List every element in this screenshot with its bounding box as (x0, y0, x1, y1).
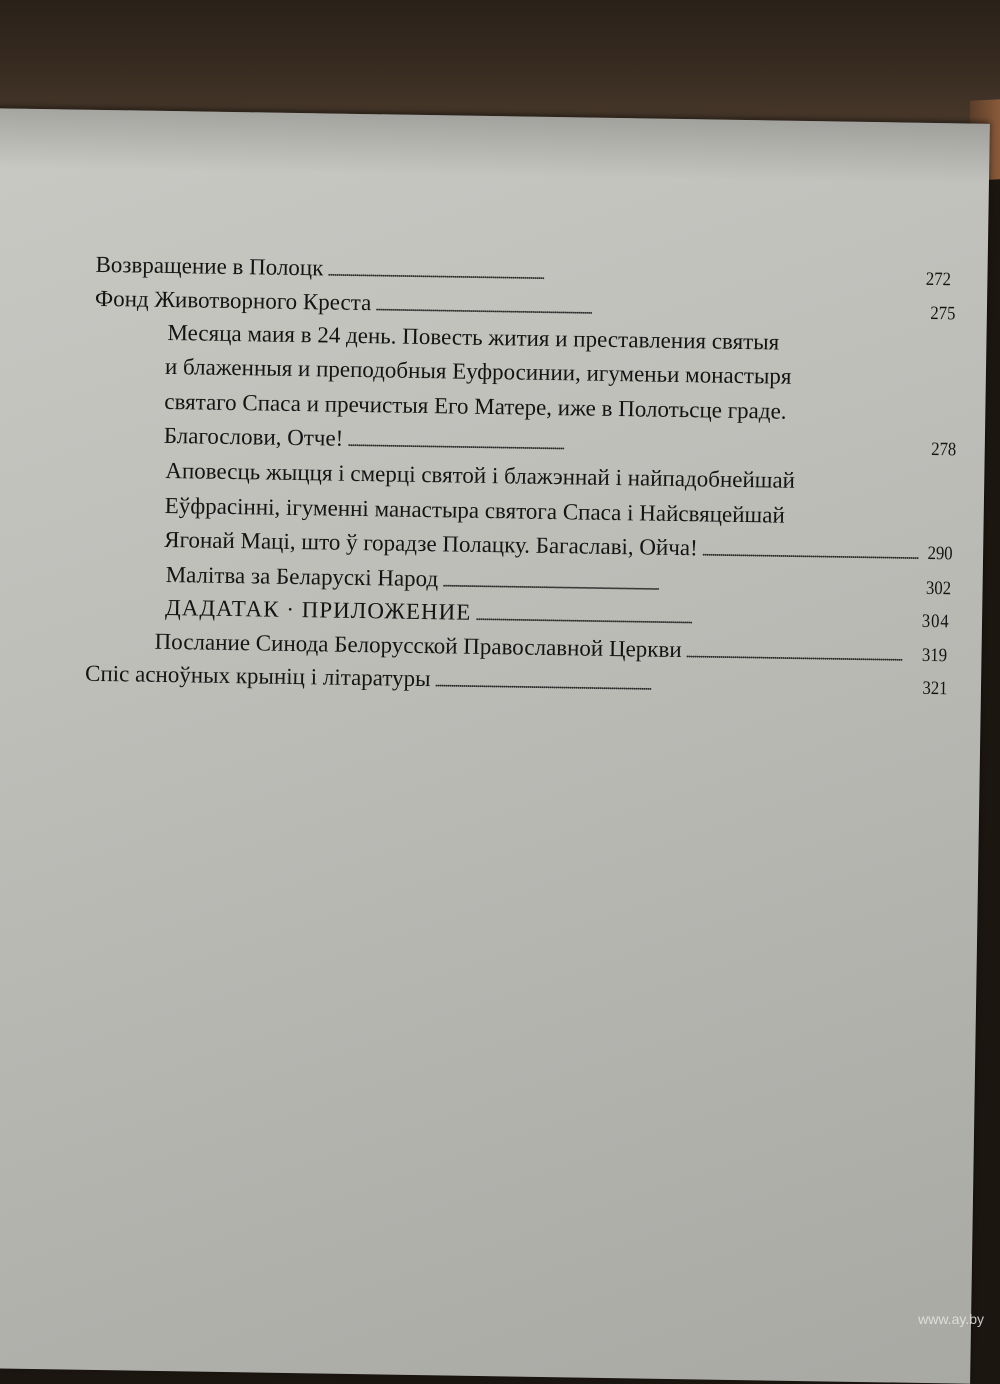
toc-entry-line: святаго Спаса и пречистыя Его Матере, иже в Полотьсце граде. (164, 388, 787, 424)
toc-entry-label: Благослови, Отче! (163, 422, 344, 451)
toc-page-number: 278 (930, 438, 956, 461)
toc-page-number: 302 (925, 577, 951, 600)
toc-page-number: 304 (921, 610, 950, 633)
toc-entry-line: Аповесць жыцця і смерці святой і блажэннай і найпадобнейшай (165, 457, 796, 493)
dot-leader (434, 667, 914, 705)
toc-entry-label: Ягонай Маці, што ў горадзе Полацку. Багаславі, Ойча! (164, 526, 698, 561)
toc-entry-label: Малітва за Беларускі Народ (165, 561, 439, 592)
toc-entry-line: Месяца маия в 24 день. Повесть жития и преставления святыя (167, 319, 780, 355)
dot-leader (701, 536, 919, 569)
table-of-contents (0, 108, 980, 1124)
toc-page-number: 290 (926, 542, 953, 565)
toc-entry-label: Спіс асноўных крыніц і літаратуры (84, 660, 431, 692)
toc-entry-label: Фонд Животворного Креста (94, 285, 372, 316)
toc-entry-label: ДАДАТАК · ПРИЛОЖЕНИЕ (164, 594, 472, 625)
watermark: www.ay.by (918, 1311, 984, 1327)
toc-page-number: 275 (929, 302, 956, 325)
toc-entry-line: и блаженныя и преподобныя Еуфросинии, игуменьи монастыря (164, 353, 792, 389)
toc-entry-line: Еўфрасінні, ігуменні манастыра святога Спаса і Найсвяцейшай (164, 492, 785, 528)
toc-page-number: 321 (921, 677, 948, 700)
book-page (0, 108, 990, 1384)
toc-page-number: 319 (921, 644, 947, 667)
toc-entry-label: Возвращение в Полоцк (95, 251, 324, 281)
dot-leader (685, 638, 914, 672)
toc-entry-label: Послание Синода Белорусской Православной Церкви (154, 628, 682, 663)
toc-page-number: 272 (925, 268, 951, 291)
